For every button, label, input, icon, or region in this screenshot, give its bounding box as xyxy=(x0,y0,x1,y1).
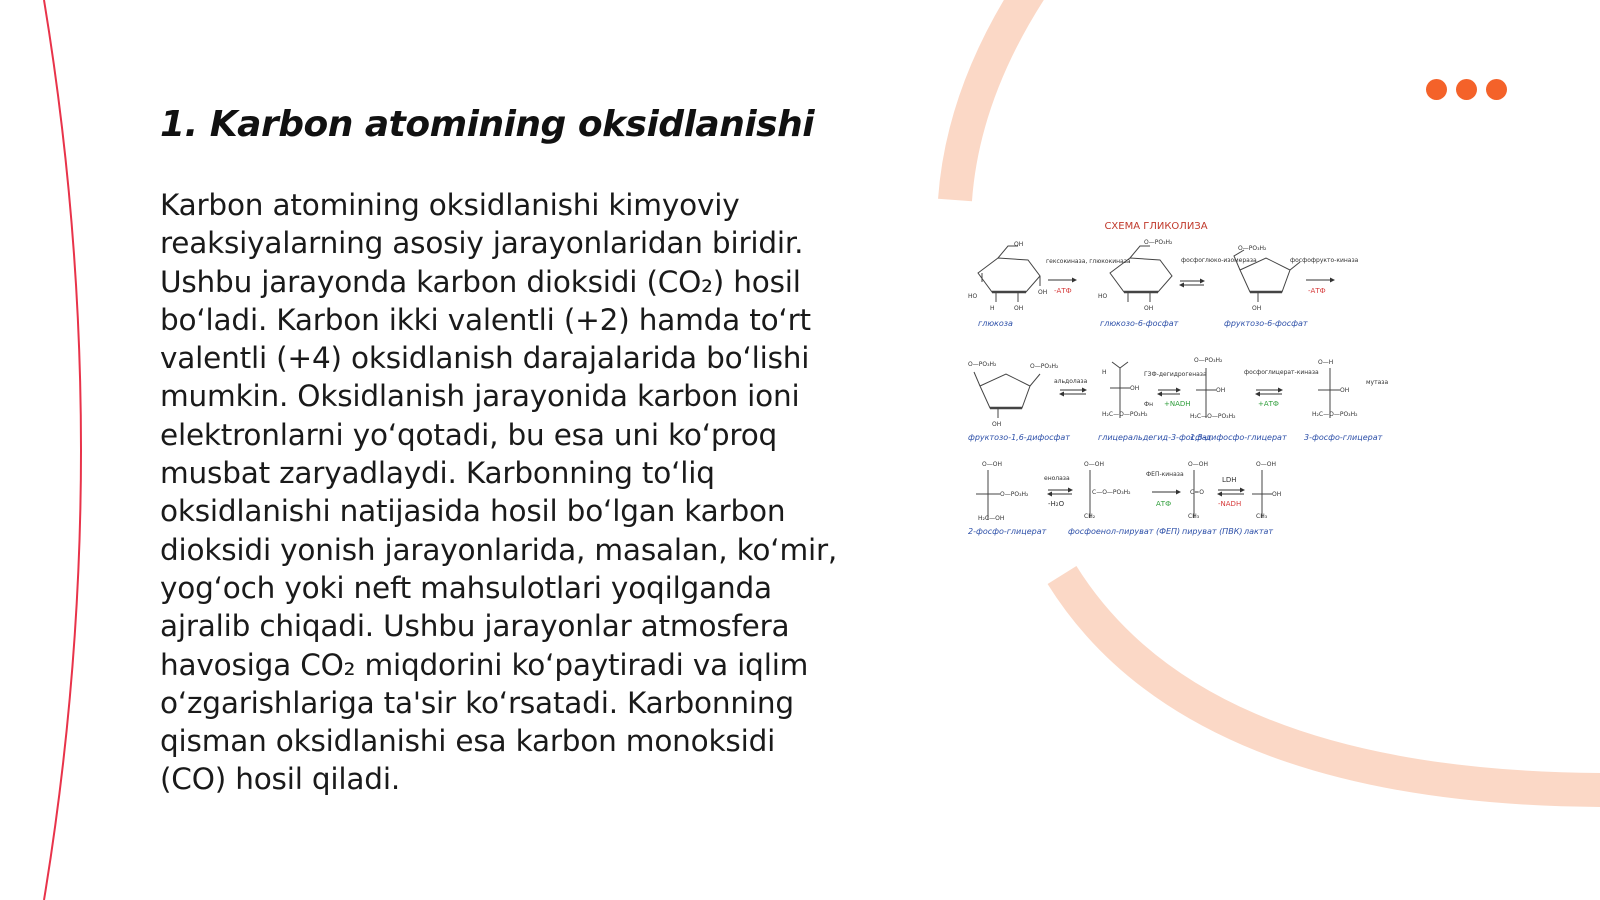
svg-text:O—OH: O—OH xyxy=(982,461,1002,468)
enzyme-label: фосфоглицерат-киназа xyxy=(1244,369,1319,376)
cofactor-label: -NADH xyxy=(1218,500,1242,508)
svg-text:H₂C—O—PO₃H₂: H₂C—O—PO₃H₂ xyxy=(1312,411,1358,418)
svg-text:O—OH: O—OH xyxy=(1256,461,1276,468)
enzyme-label: мутаза xyxy=(1366,379,1389,386)
svg-text:O—PO₃H₂: O—PO₃H₂ xyxy=(1238,245,1267,252)
decorative-arc-top xyxy=(955,0,1030,200)
enzyme-label: ГЗФ-дегидрогеназа xyxy=(1144,371,1207,378)
lactate-structure xyxy=(1252,470,1272,518)
enzyme-label: ФЕП-киназа xyxy=(1146,471,1184,478)
svg-text:O—PO₃H₂: O—PO₃H₂ xyxy=(1000,491,1029,498)
svg-text:O—PO₃H₂: O—PO₃H₂ xyxy=(1030,363,1059,370)
compound-label: лактат xyxy=(1244,527,1274,536)
compound-label: пируват (ПВК) xyxy=(1182,527,1243,536)
more-horizontal-icon xyxy=(1426,79,1510,101)
svg-text:OH: OH xyxy=(992,421,1002,428)
svg-text:OH: OH xyxy=(1014,305,1024,312)
cofactor-label: Фн xyxy=(1144,401,1154,408)
svg-text:OH: OH xyxy=(1014,241,1024,248)
dot-icon xyxy=(1486,79,1507,100)
svg-text:CH₃: CH₃ xyxy=(1256,513,1268,520)
svg-text:OH: OH xyxy=(1340,387,1350,394)
diagram-title: СХЕМА ГЛИКОЛИЗА xyxy=(1104,221,1208,232)
svg-text:OH: OH xyxy=(1216,387,1226,394)
enzyme-label: фосфоглюко-изомераза xyxy=(1181,257,1257,264)
cofactor-label: -АТФ xyxy=(1054,287,1072,295)
svg-text:CH₃: CH₃ xyxy=(1188,513,1200,520)
enzyme-label: альдолаза xyxy=(1054,378,1088,385)
svg-text:HO: HO xyxy=(1098,293,1108,300)
enzyme-label: LDH xyxy=(1222,476,1237,484)
svg-text:OH: OH xyxy=(1252,305,1262,312)
svg-text:H₂C—O—PO₃H₂: H₂C—O—PO₃H₂ xyxy=(1102,411,1148,418)
compound-label: 3-фосфо-глицерат xyxy=(1304,433,1383,442)
compound-label: 1,3-дифосфо-глицерат xyxy=(1190,433,1287,442)
svg-text:C—O—PO₃H₂: C—O—PO₃H₂ xyxy=(1092,489,1131,496)
2-phosphoglycerate-structure xyxy=(976,470,1000,520)
body-paragraph: Karbon atomining oksidlanishi kimyoviy reaksiyalarning asosiy jarayonlaridan biridir. Ushbu jarayonda karbon dioksidi (CO₂) hosil bo‘ladi. Karbon ikki valentli (+2) hamda to‘rt valentli (+4) oksidlanish darajalarida bo‘lishi mumkin. Oksidlanish jarayonida karbon ioni elektronlarni yo‘qotadi, bu esa uni ko‘proq musbat zaryadlaydi. Karbonning to‘liq oksidlanishi natijasida hosil bo‘lgan karbon dioksidi yonish jarayonlarida, masalan, ko‘mir, yog‘och yoki neft mahsulotlari yoqilganda ajralib chiqadi. Ushbu jarayonlar atmosfera havosiga CO₂ miqdorini ko‘paytiradi va iqlim o‘zgarishlariga ta'sir ko‘rsatadi. Karbonning qisman oksidlanishi esa karbon monoksidi (CO) hosil qiladi. xyxy=(160,188,838,797)
svg-text:OH: OH xyxy=(1144,305,1154,312)
compound-label: глюкозо-6-фосфат xyxy=(1100,319,1179,328)
svg-text:H: H xyxy=(1102,369,1107,376)
cofactor-label: -H₂O xyxy=(1048,500,1065,508)
compound-label: фруктозо-6-фосфат xyxy=(1224,319,1308,328)
decorative-arc-bottom xyxy=(1062,575,1600,790)
svg-text:O—PO₃H₂: O—PO₃H₂ xyxy=(968,361,997,368)
glyceraldehyde-3-phosphate-structure xyxy=(1110,362,1130,418)
slide-title: 1. Karbon atomining oksidlanishi xyxy=(160,104,815,145)
svg-text:OH: OH xyxy=(1272,491,1282,498)
svg-text:HO: HO xyxy=(968,293,978,300)
svg-text:H₂C—O—PO₃H₂: H₂C—O—PO₃H₂ xyxy=(1190,413,1236,420)
cofactor-label: -АТФ xyxy=(1308,287,1326,295)
fructose-1-6-bisphosphate-structure xyxy=(974,372,1040,418)
svg-text:H₂C—OH: H₂C—OH xyxy=(978,515,1005,522)
svg-text:O—H: O—H xyxy=(1318,359,1334,366)
enzyme-label: гексокиназа, глюкокиназа xyxy=(1046,258,1131,265)
svg-text:O—OH: O—OH xyxy=(1188,461,1208,468)
svg-text:H: H xyxy=(990,305,995,312)
cofactor-label: АТФ xyxy=(1156,500,1172,508)
glucose-6-phosphate-structure xyxy=(1110,246,1172,302)
compound-label: фосфоенол-пируват (ФЕП) xyxy=(1068,527,1181,536)
svg-text:OH: OH xyxy=(1038,289,1048,296)
compound-label: глицеральдегид-3-фосфат xyxy=(1098,433,1212,442)
glycolysis-diagram xyxy=(968,218,1416,552)
glucose-structure xyxy=(978,246,1040,302)
cofactor-label: +NADH xyxy=(1164,400,1191,408)
dot-icon xyxy=(1426,79,1447,100)
cofactor-label: +АТФ xyxy=(1258,400,1279,408)
compound-label: глюкоза xyxy=(978,319,1013,328)
svg-text:O—OH: O—OH xyxy=(1084,461,1104,468)
glycolysis-diagram-svg xyxy=(968,218,1416,552)
dot-icon xyxy=(1456,79,1477,100)
svg-text:O—PO₃H₂: O—PO₃H₂ xyxy=(1144,239,1173,246)
left-accent-line xyxy=(44,0,81,900)
compound-label: 2-фосфо-глицерат xyxy=(968,527,1047,536)
enzyme-label: фосфофрукто-киназа xyxy=(1290,257,1359,264)
compound-label: фруктозо-1,6-дифосфат xyxy=(968,433,1070,442)
enzyme-label: енолаза xyxy=(1044,475,1070,482)
svg-text:CH₂: CH₂ xyxy=(1084,513,1096,520)
svg-text:C=O: C=O xyxy=(1190,489,1204,496)
svg-text:O—PO₃H₂: O—PO₃H₂ xyxy=(1194,357,1223,364)
svg-text:OH: OH xyxy=(1130,385,1140,392)
